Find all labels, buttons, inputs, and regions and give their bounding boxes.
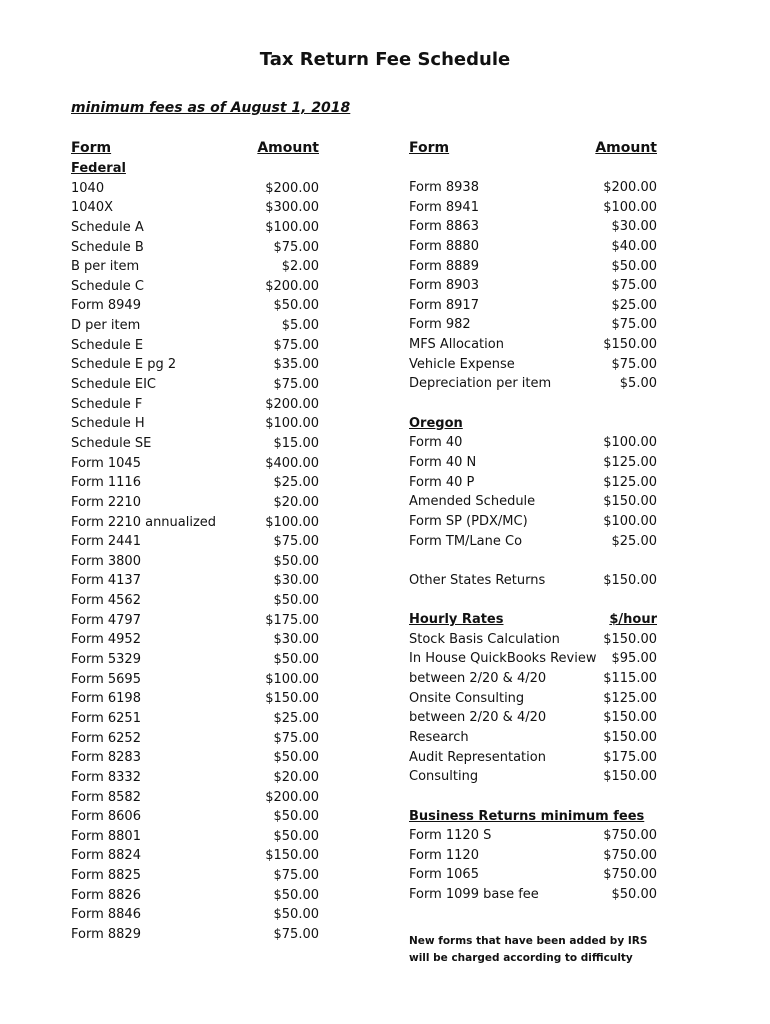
form-name: Form 982 (409, 317, 471, 333)
fee-amount: $50.00 (273, 298, 319, 314)
fee-row (409, 532, 657, 552)
fee-amount: $200.00 (265, 278, 319, 294)
fee-row (71, 709, 319, 729)
fee-amount: $115.00 (603, 671, 657, 687)
fee-row (71, 886, 319, 906)
fee-row (71, 807, 319, 827)
form-name: Form 8917 (409, 297, 479, 313)
fee-row (409, 492, 657, 512)
form-name: Form 8938 (409, 180, 479, 195)
fee-amount: $30.00 (273, 573, 319, 589)
fee-row (71, 571, 319, 591)
fee-amount: $100.00 (603, 513, 657, 529)
fee-amount: $75.00 (611, 317, 657, 333)
fee-row (409, 453, 657, 473)
fee-row (409, 355, 657, 375)
fee-row (409, 767, 657, 787)
fee-amount: $150.00 (603, 710, 657, 726)
form-name: Form 8941 (409, 199, 479, 215)
form-name: Amended Schedule (409, 494, 536, 510)
fee-row (71, 316, 319, 336)
fee-row (71, 591, 319, 611)
fee-row (71, 296, 319, 316)
fee-row (71, 532, 319, 552)
form-name: Research (409, 729, 469, 745)
fee-row (71, 768, 319, 788)
form-name: Form 8863 (409, 219, 479, 235)
fee-amount: $50.00 (273, 828, 319, 844)
fee-row (71, 257, 319, 277)
fee-row (409, 826, 657, 846)
fee-amount: $25.00 (611, 297, 657, 313)
fee-row (409, 846, 657, 866)
form-name: Form 8829 (71, 926, 141, 942)
fee-amount: $20.00 (273, 494, 319, 510)
form-name: Schedule E (71, 337, 144, 353)
fee-amount: $75.00 (273, 337, 319, 353)
spacer-row (409, 590, 657, 610)
section-heading-row (409, 610, 657, 630)
fee-amount: $35.00 (273, 357, 319, 373)
section-heading: Federal (71, 161, 126, 176)
form-name: 1040X (71, 200, 113, 216)
form-name: Form 1045 (71, 455, 141, 471)
fee-row (409, 728, 657, 748)
right-amount-header: Amount (595, 140, 657, 156)
form-name: 1040 (71, 180, 105, 196)
fee-amount: $75.00 (273, 868, 319, 884)
right-form-header: Form (409, 140, 450, 156)
fee-row (71, 866, 319, 886)
left-amount-header: Amount (257, 140, 319, 156)
form-name: B per item (71, 259, 140, 275)
fee-row (71, 218, 319, 238)
fee-row (71, 748, 319, 768)
spacer-row (409, 551, 657, 571)
fee-amount: $75.00 (273, 377, 319, 393)
form-name: Form 8606 (71, 809, 141, 825)
fee-row (71, 513, 319, 533)
form-name: In House QuickBooks Review (409, 651, 597, 667)
form-name: Form 4797 (71, 612, 141, 628)
form-name: Form 8949 (71, 298, 141, 314)
fee-row (71, 788, 319, 808)
form-name: Form 4562 (71, 593, 141, 609)
left-fee-list (71, 159, 319, 945)
form-name: Stock Basis Calculation (409, 631, 560, 647)
fee-row (71, 611, 319, 631)
right-fee-list (409, 178, 657, 905)
fee-row (71, 395, 319, 415)
fee-amount: $75.00 (611, 356, 657, 372)
fee-amount: $75.00 (273, 239, 319, 255)
fee-amount: $30.00 (611, 219, 657, 235)
fee-row (71, 925, 319, 945)
form-name: Form 8889 (409, 258, 479, 274)
form-name: Form 8582 (71, 789, 141, 805)
fee-row (409, 571, 657, 591)
fee-row (71, 198, 319, 218)
section-heading-row (71, 159, 319, 179)
fee-row (409, 708, 657, 728)
fee-row (409, 257, 657, 277)
fee-amount: $300.00 (265, 200, 319, 216)
form-name: Form 4952 (71, 632, 141, 648)
fee-row (409, 689, 657, 709)
fee-amount: $25.00 (611, 533, 657, 549)
form-name: Vehicle Expense (409, 356, 515, 372)
section-heading: Business Returns minimum fees (409, 808, 645, 824)
fee-row (71, 473, 319, 493)
fee-row (71, 238, 319, 258)
form-name: Depreciation per item (409, 376, 552, 392)
fee-amount: $150.00 (603, 729, 657, 745)
spacer-row (409, 394, 657, 414)
fee-amount: $50.00 (273, 887, 319, 903)
fee-amount: $50.00 (611, 887, 657, 903)
form-name: Form 1116 (71, 475, 141, 491)
section-heading: Oregon (409, 415, 463, 431)
fee-row (71, 846, 319, 866)
fee-amount: $50.00 (611, 258, 657, 274)
fee-amount: $125.00 (603, 454, 657, 470)
fee-row (71, 493, 319, 513)
fee-amount: $750.00 (603, 867, 657, 883)
fee-row (71, 179, 319, 199)
fee-amount: $150.00 (265, 848, 319, 864)
form-name: between 2/20 & 4/20 (409, 710, 547, 726)
fee-row (71, 336, 319, 356)
fee-amount: $75.00 (273, 534, 319, 550)
form-name: between 2/20 & 4/20 (409, 671, 547, 687)
fee-amount: $5.00 (281, 318, 319, 334)
form-name: Form 6252 (71, 730, 141, 746)
form-name: Form 8846 (71, 907, 141, 923)
form-name: Schedule B (71, 239, 144, 255)
fee-row (409, 335, 657, 355)
fee-row (71, 375, 319, 395)
fee-amount: $2.00 (281, 259, 319, 275)
form-name: Form 4137 (71, 573, 141, 589)
form-name: Form 1120 S (409, 828, 492, 844)
fee-amount: $175.00 (603, 749, 657, 765)
form-name: Form 3800 (71, 553, 141, 569)
form-name: Form 8824 (71, 848, 141, 864)
fee-row (71, 827, 319, 847)
section-heading-row (409, 807, 657, 827)
page-title: Tax Return Fee Schedule (259, 49, 511, 70)
form-name: Consulting (409, 769, 479, 785)
fee-amount: $20.00 (273, 769, 319, 785)
form-name: Form 8801 (71, 828, 141, 844)
fee-amount: $100.00 (265, 671, 319, 687)
fee-row (71, 355, 319, 375)
form-name: Form 40 (409, 435, 463, 451)
form-name: Audit Representation (409, 749, 546, 765)
form-name: Schedule E pg 2 (71, 357, 177, 373)
fee-amount: $200.00 (265, 180, 319, 196)
fee-amount: $100.00 (603, 199, 657, 215)
section-amount-heading: $/hour (609, 612, 657, 628)
fee-row (71, 689, 319, 709)
fee-amount: $750.00 (603, 847, 657, 863)
fee-row (409, 630, 657, 650)
form-name: Form 8283 (71, 750, 141, 766)
fee-row (71, 905, 319, 925)
form-name: Form 8332 (71, 769, 141, 785)
fee-amount: $95.00 (611, 651, 657, 667)
fee-amount: $150.00 (265, 691, 319, 707)
form-name: Form 8826 (71, 887, 141, 903)
form-name: Schedule EIC (71, 377, 156, 393)
form-name: Schedule F (71, 396, 143, 412)
fee-amount: $75.00 (273, 926, 319, 942)
section-heading: Hourly Rates (409, 612, 504, 628)
fee-row (409, 748, 657, 768)
fee-amount: $150.00 (603, 572, 657, 588)
form-name: Form 1120 (409, 847, 479, 863)
spacer-row (409, 787, 657, 807)
fee-row (71, 729, 319, 749)
fee-amount: $150.00 (603, 769, 657, 785)
fee-amount: $200.00 (265, 789, 319, 805)
fee-amount: $50.00 (273, 809, 319, 825)
fee-amount: $100.00 (265, 219, 319, 235)
fee-row (409, 276, 657, 296)
fee-row (71, 454, 319, 474)
form-name: Other States Returns (409, 572, 546, 588)
fee-amount: $125.00 (603, 690, 657, 706)
fee-amount: $175.00 (265, 612, 319, 628)
form-name: Form 6198 (71, 691, 141, 707)
fee-row (71, 670, 319, 690)
fee-amount: $150.00 (603, 337, 657, 353)
fee-amount: $125.00 (603, 474, 657, 490)
fee-amount: $100.00 (603, 435, 657, 451)
fee-amount: $25.00 (273, 475, 319, 491)
fee-row (409, 433, 657, 453)
fee-amount: $75.00 (611, 278, 657, 294)
form-name: Form TM/Lane Co (409, 533, 523, 549)
form-name: Schedule A (71, 219, 144, 235)
fee-amount: $50.00 (273, 553, 319, 569)
fee-amount: $150.00 (603, 631, 657, 647)
fee-row (409, 296, 657, 316)
form-name: Form 8880 (409, 238, 479, 254)
form-name: Schedule C (71, 278, 144, 294)
fee-amount: $100.00 (265, 416, 319, 432)
left-form-header: Form (71, 140, 112, 156)
fee-amount: $75.00 (273, 730, 319, 746)
fee-amount: $100.00 (265, 514, 319, 530)
fee-row (409, 217, 657, 237)
fee-amount: $15.00 (273, 435, 319, 451)
fee-row (71, 277, 319, 297)
form-name: Schedule SE (71, 435, 152, 451)
fee-row (409, 315, 657, 335)
fee-row (409, 178, 657, 198)
fee-amount: $750.00 (603, 828, 657, 844)
fee-row (409, 198, 657, 218)
fee-amount: $200.00 (603, 180, 657, 195)
fee-row (409, 865, 657, 885)
fee-amount: $150.00 (603, 494, 657, 510)
fee-row (71, 434, 319, 454)
fee-amount: $40.00 (611, 238, 657, 254)
fee-amount: $5.00 (619, 376, 657, 392)
form-name: D per item (71, 318, 141, 334)
fee-amount: $30.00 (273, 632, 319, 648)
fee-row (71, 650, 319, 670)
fee-amount: $50.00 (273, 593, 319, 609)
fee-row (409, 374, 657, 394)
fee-row (409, 512, 657, 532)
fee-amount: $50.00 (273, 907, 319, 923)
form-name: Form SP (PDX/MC) (409, 513, 528, 529)
fee-amount: $200.00 (265, 396, 319, 412)
form-name: Form 40 N (409, 454, 477, 470)
form-name: Schedule H (71, 416, 145, 432)
fee-row (409, 885, 657, 905)
fee-row (409, 669, 657, 689)
form-name: Form 8825 (71, 868, 141, 884)
fee-amount: $25.00 (273, 710, 319, 726)
fee-row (409, 473, 657, 493)
form-name: Form 2210 annualized (71, 514, 217, 530)
fee-row (409, 649, 657, 669)
form-name: Form 2210 (71, 494, 141, 510)
form-name: Form 40 P (409, 474, 475, 490)
fee-row (71, 552, 319, 572)
footer-note: New forms that have been added by IRS will be charged according to difficulty (409, 935, 648, 964)
form-name: Form 1065 (409, 867, 479, 883)
fee-row (409, 237, 657, 257)
fee-amount: $50.00 (273, 750, 319, 766)
fee-amount: $400.00 (265, 455, 319, 471)
form-name: Form 5695 (71, 671, 141, 687)
fee-amount: $50.00 (273, 652, 319, 668)
form-name: Onsite Consulting (409, 690, 525, 706)
form-name: Form 6251 (71, 710, 141, 726)
form-name: Form 8903 (409, 278, 479, 294)
form-name: Form 1099 base fee (409, 887, 539, 903)
section-heading-row (409, 414, 657, 434)
form-name: Form 2441 (71, 534, 141, 550)
form-name: MFS Allocation (409, 337, 504, 353)
page-subtitle: minimum fees as of August 1, 2018 (71, 100, 351, 116)
fee-row (71, 630, 319, 650)
fee-row (71, 414, 319, 434)
form-name: Form 5329 (71, 652, 141, 668)
